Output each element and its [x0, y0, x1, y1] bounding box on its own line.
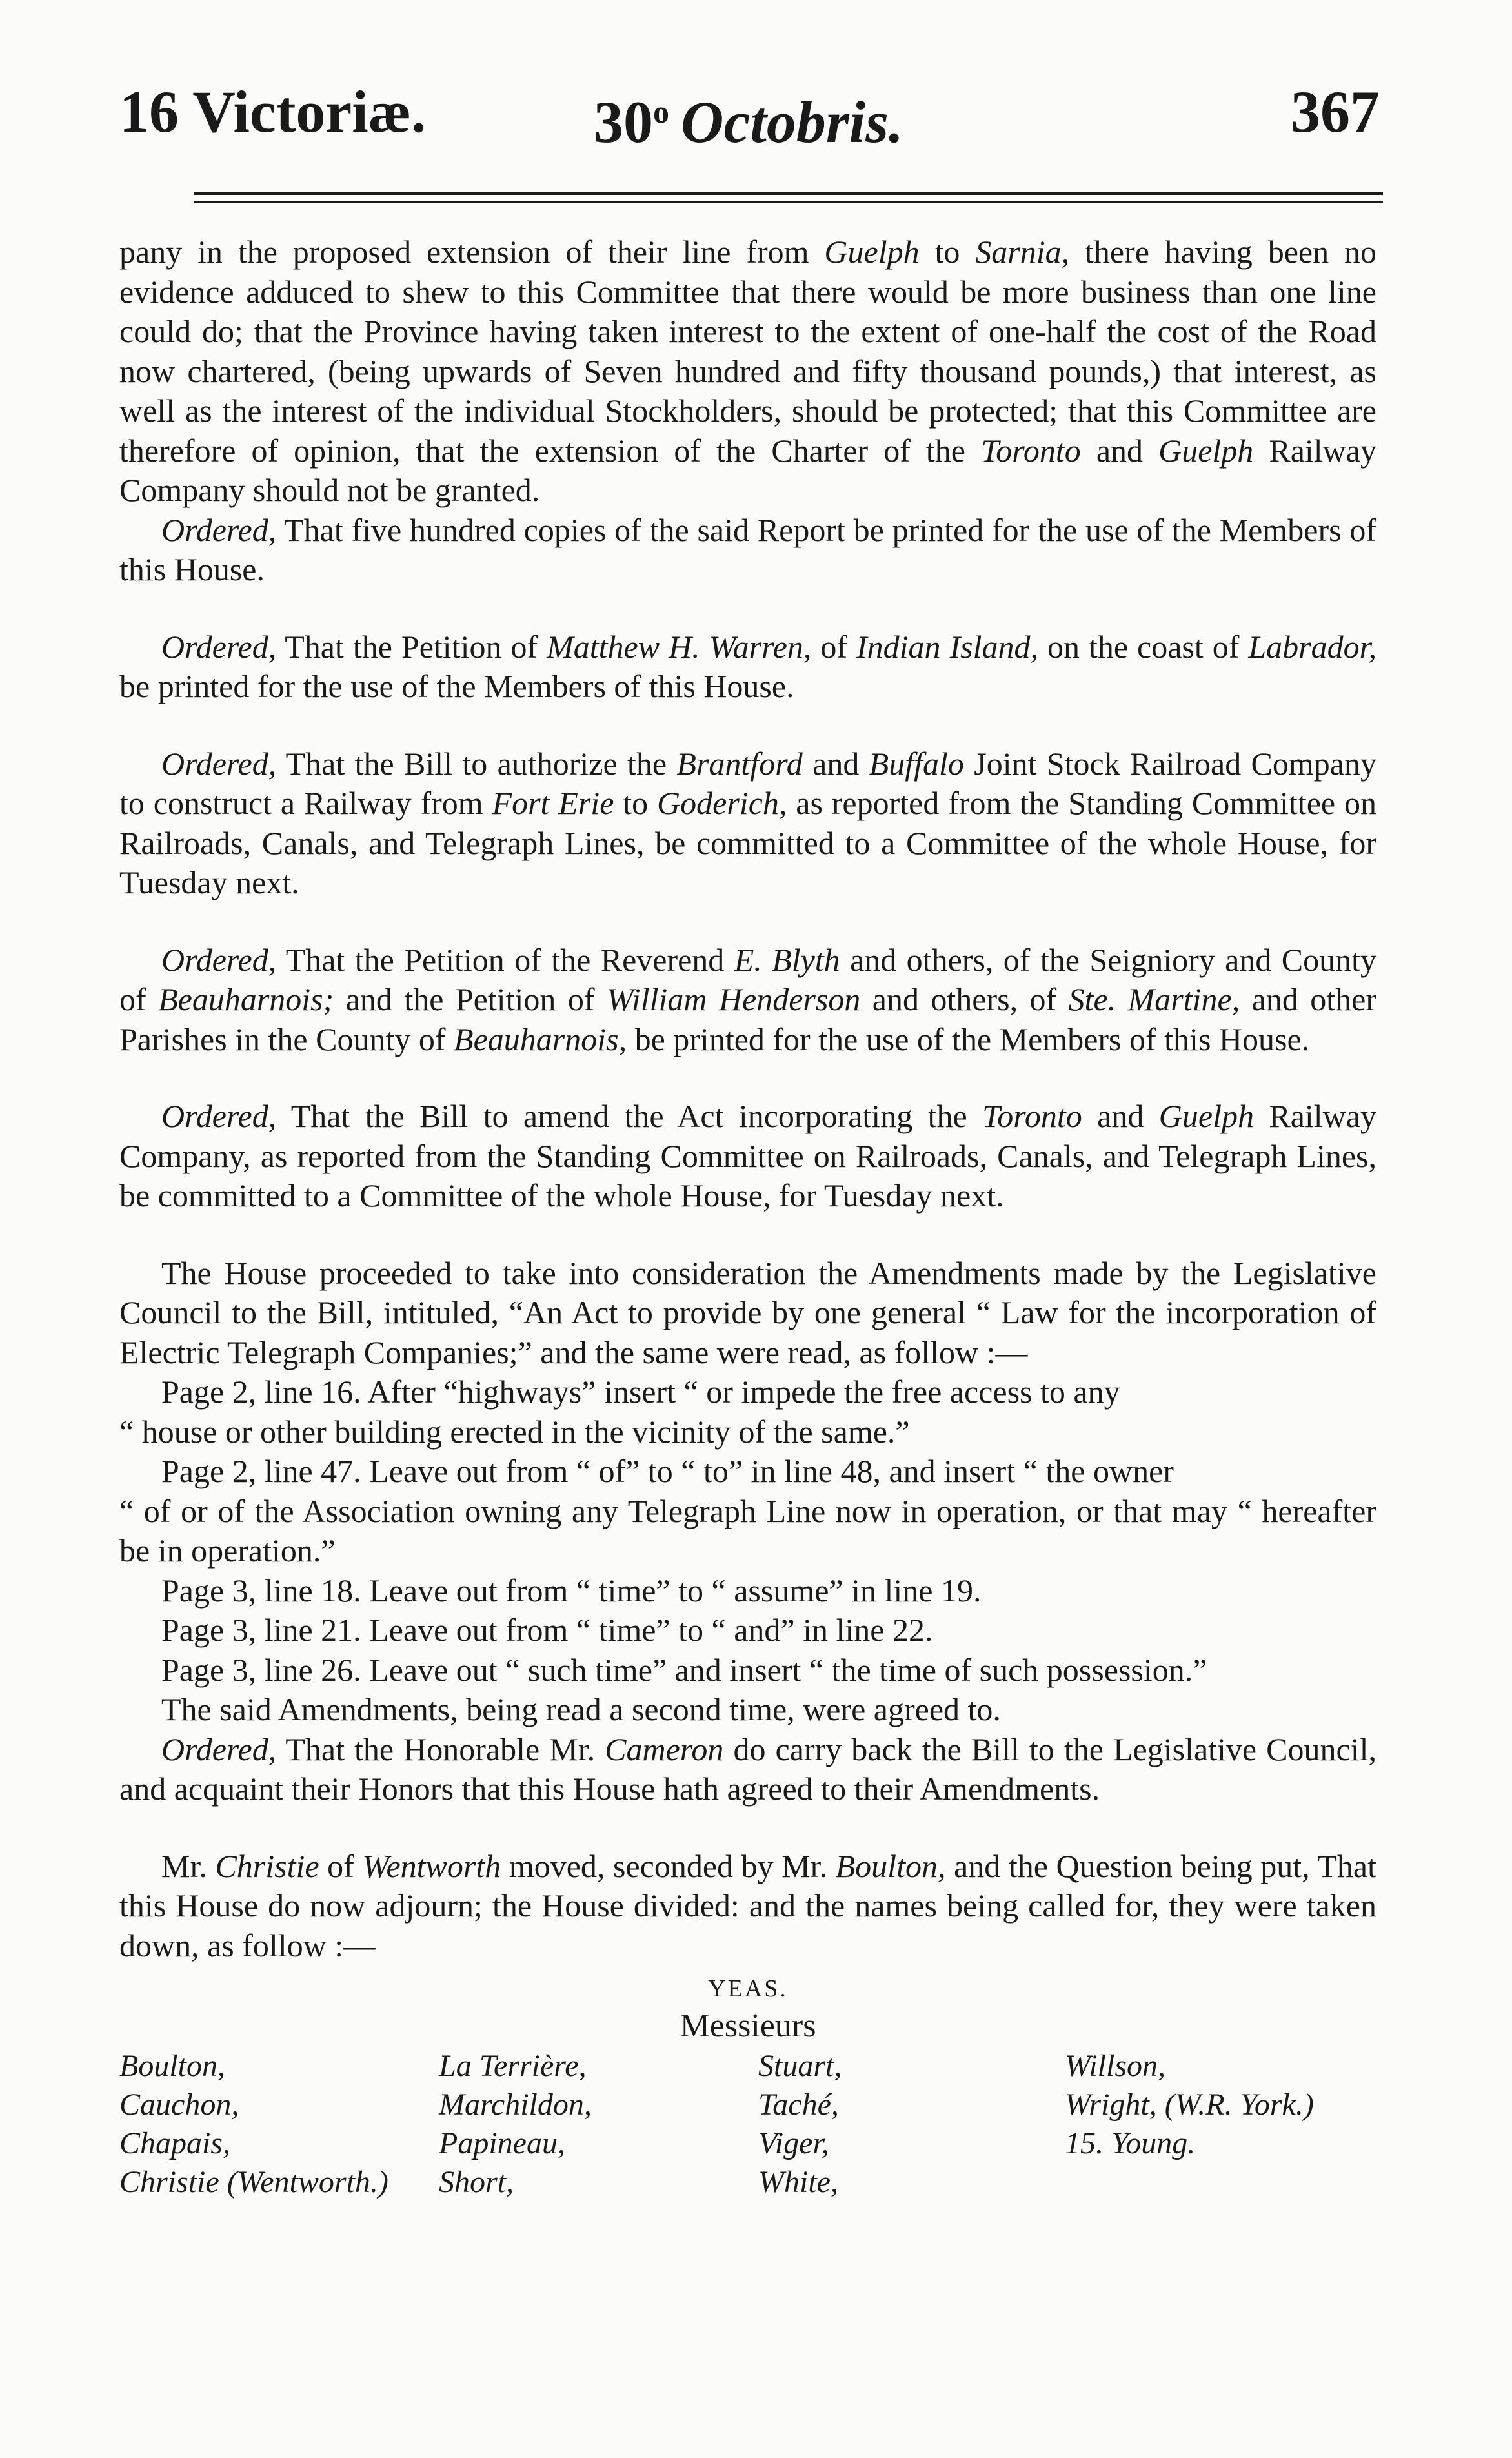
italic-text-run: Ordered, [161, 745, 277, 782]
text-run: That the Honorable Mr. [276, 1731, 605, 1767]
amendment-line [119, 1651, 1376, 1691]
text-run: Page 3, line 21. Leave out from “ time” to “ and” in line 22. [161, 1612, 933, 1648]
amendments-agreed [119, 1690, 1376, 1730]
text-run: do carry back the Bill to the Legislative Council, and acquaint their Honors that this House hath agreed to their Amendments. [119, 1731, 1376, 1807]
division-name: White, [758, 2165, 838, 2199]
division-name: Taché, [758, 2087, 839, 2122]
text-run: The said Amendments, being read a second time, were agreed to. [161, 1691, 1001, 1727]
amendment-line-continued [119, 1412, 1376, 1452]
division-name [1065, 2163, 1375, 2202]
italic-text-run: Cameron [605, 1731, 724, 1767]
text-run: Page 3, line 26. Leave out “ such time” and insert “ the time of such possession.” [161, 1651, 1207, 1688]
text-run: there having been no evidence adduced to shew to this Committee that there would be more business than one line could do; that the Province having taken interest to the extent of one-half the cost of the Road now chartered, (being upwards of Seven hundred and fifty thousand pounds,) that interest, as well as the interest of the individual Stockholders, should be protected; that this Committee are therefore of opinion, that the extension of the Charter of the [119, 234, 1376, 469]
amendment-line [119, 1571, 1376, 1611]
division-name: Stuart, [758, 2049, 842, 2083]
text-run: of [319, 1847, 363, 1884]
italic-text-run: Ordered, [161, 628, 277, 665]
division-name: Viger, [758, 2126, 829, 2160]
division-name: Chapais, [119, 2126, 231, 2160]
division-name: Papineau, [439, 2126, 565, 2160]
text-run: of [811, 628, 856, 665]
text-run: to [614, 785, 658, 821]
page-header [119, 76, 1380, 155]
italic-text-run: Brantford [676, 745, 803, 782]
division-name: La Terrière, [439, 2049, 587, 2083]
text-run: “ house or other building erected in the vicinity of the same.” [119, 1413, 910, 1450]
text-run: Page 2, line 16. After “highways” insert “ or impede the free access to any [161, 1374, 1120, 1410]
italic-text-run: Guelph [824, 234, 920, 270]
text-run: on the coast of [1038, 628, 1249, 665]
text-run: as reported from the Standing Committee on Railroads, Canals, and Telegraph Lines, be committed to a Committee of the whole House, for Tuesday next. [119, 785, 1376, 900]
text-run: and [1080, 432, 1159, 469]
italic-text-run: Ordered, [161, 1098, 277, 1134]
text-run: and the Petition of [334, 981, 607, 1017]
italic-text-run: Buffalo [869, 745, 964, 782]
page-body [119, 232, 1376, 2202]
text-run: and others, of [860, 981, 1069, 1017]
text-run: and the Question being put, That this House do now adjourn; the House divided: and the names being called for, they were taken down, as follow :— [119, 1847, 1376, 1964]
italic-text-run: Ordered, [161, 941, 277, 978]
division-name: Willson, [1065, 2049, 1166, 2083]
date-month: Octobris. [681, 89, 903, 155]
text-run: Railway Company, as reported from the Standing Committee on Railroads, Canals, and Telegraph Lines, be committed to a Committee of the whole House, for Tuesday next. [119, 1098, 1376, 1214]
italic-text-run: Wentworth [362, 1847, 501, 1884]
division-name: 15. Young. [1065, 2126, 1196, 2160]
text-run: “ of or of the Association owning any Telegraph Line now in operation, or that may “ hereafter be in operation.” [119, 1492, 1376, 1569]
italic-text-run: Ste. Martine, [1068, 981, 1240, 1017]
italic-text-run: Guelph [1158, 432, 1254, 469]
amendment-line [119, 1452, 1376, 1492]
division-heading: YEAS. [708, 1975, 788, 2002]
header-rule-thin [194, 201, 1383, 203]
italic-text-run: Toronto [981, 432, 1081, 469]
division-name: Christie (Wentworth.) [119, 2165, 388, 2199]
text-run: Page 3, line 18. Leave out from “ time” to “ assume” in line 19. [161, 1572, 982, 1609]
text-run: Page 2, line 47. Leave out from “ of” to “ to” in line 48, and insert “ the owner [161, 1453, 1174, 1489]
text-run: moved, seconded by Mr. [501, 1847, 836, 1884]
division-name: Cauchon, [119, 2087, 239, 2122]
paragraph-order-warren-petition [119, 627, 1376, 707]
italic-text-run: Boulton, [835, 1847, 946, 1884]
text-run: be printed for the use of the Members of this House. [119, 668, 794, 704]
text-run: That the Bill to authorize the [276, 745, 677, 782]
paragraph-order-print-report [119, 511, 1376, 590]
italic-text-run: E. Blyth [734, 941, 840, 978]
italic-text-run: Guelph [1158, 1098, 1254, 1134]
division-name: Wright, (W.R. York.) [1065, 2087, 1314, 2122]
text-run: That the Bill to amend the Act incorporating the [276, 1098, 983, 1134]
paragraph-order-cameron [119, 1730, 1376, 1809]
text-run: be printed for the use of the Members of this House. [627, 1021, 1310, 1057]
division-name: Short, [439, 2165, 514, 2199]
text-run: That the Petition of the Reverend [276, 941, 734, 978]
italic-text-run: Ordered, [161, 1731, 277, 1767]
division-names-list [119, 2047, 1376, 2202]
text-run: That the Petition of [276, 628, 547, 665]
italic-text-run: Beauharnois; [158, 981, 334, 1017]
division-name: Marchildon, [439, 2087, 592, 2122]
italic-text-run: Fort Erie [492, 785, 614, 821]
italic-text-run: Toronto [982, 1098, 1082, 1134]
amendment-line-continued [119, 1492, 1376, 1571]
header-rule-thick [194, 192, 1383, 195]
text-run: The House proceeded to take into consideration the Amendments made by the Legislative Council to the Bill, intituled, “An Act to provide by one general “ Law for the incorporation of Electric Telegraph Companies;” and the same were read, as follow :— [119, 1254, 1376, 1370]
italic-text-run: Christie [215, 1847, 319, 1884]
date-day: 30 [594, 89, 653, 155]
paragraph-committee-report-end [119, 232, 1376, 511]
italic-text-run: Indian Island, [856, 628, 1039, 665]
paragraph-order-blyth-petition [119, 940, 1376, 1060]
italic-text-run: Beauharnois, [454, 1021, 627, 1057]
date-ordinal: o [653, 94, 669, 130]
italic-text-run: Sarnia, [975, 234, 1070, 270]
text-run: Joint Stock Railroad Company to construct a Railway from [119, 745, 1376, 821]
amendment-line [119, 1610, 1376, 1651]
paragraph-telegraph-amendments-intro [119, 1254, 1376, 1373]
paragraph-order-toronto-guelph-bill [119, 1097, 1376, 1216]
amendment-line [119, 1372, 1376, 1412]
italic-text-run: William Henderson [606, 981, 861, 1017]
text-run: and other Parishes in the County of [119, 981, 1376, 1057]
text-run: That five hundred copies of the said Report be printed for the use of the Members of this House. [119, 511, 1376, 587]
running-head-date [594, 76, 903, 157]
text-run: to [919, 234, 976, 270]
italic-text-run: Matthew H. Warren, [547, 628, 812, 665]
paragraph-adjourn-motion [119, 1847, 1376, 1966]
page-number: 367 [1291, 79, 1380, 145]
text-run: Mr. [161, 1847, 216, 1884]
text-run: and others, of the Seigniory and County of [119, 941, 1376, 1017]
text-run: and [802, 745, 869, 782]
paragraph-order-brantford-bill [119, 744, 1376, 903]
text-run: and [1082, 1098, 1159, 1134]
division-name: Boulton, [119, 2049, 225, 2083]
italic-text-run: Ordered, [161, 511, 277, 548]
italic-text-run: Labrador, [1248, 628, 1377, 665]
running-head-regnal-year: 16 Victoriæ. [119, 79, 427, 145]
italic-text-run: Goderich, [657, 785, 787, 821]
text-run: Railway Company should not be granted. [119, 432, 1376, 508]
division-messieurs: Messieurs [680, 2007, 816, 2044]
text-run: pany in the proposed extension of their line from [119, 234, 825, 270]
